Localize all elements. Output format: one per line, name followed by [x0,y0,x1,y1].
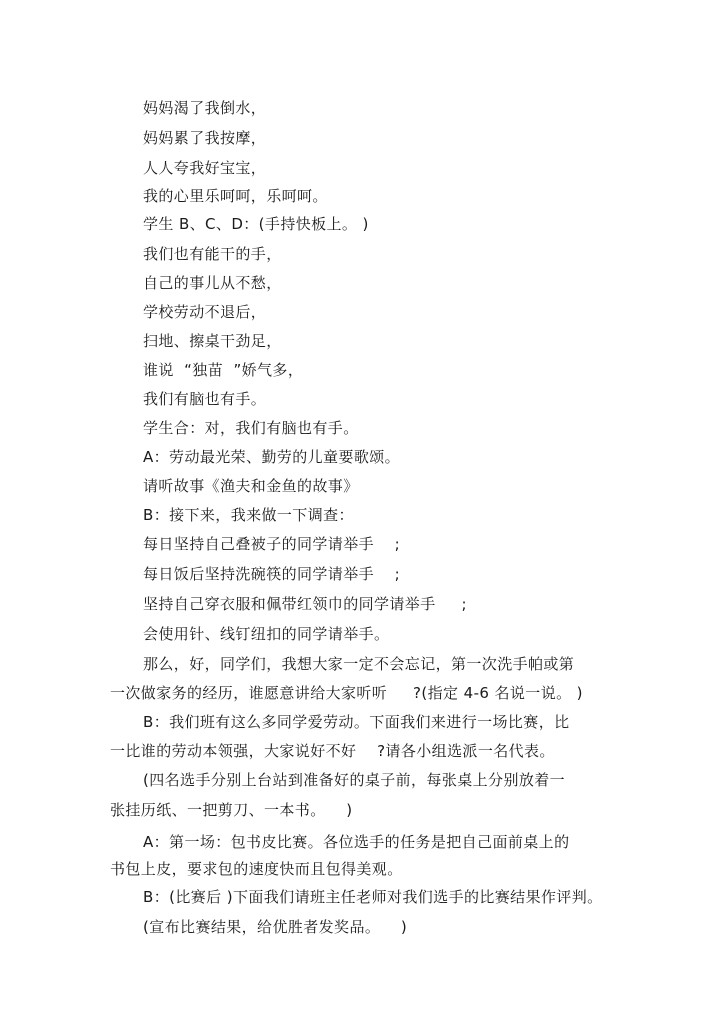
text-line: 学校劳动不退后， [143,303,267,321]
text-line: 请听故事《渔夫和金鱼的故事》 [143,477,359,495]
text-line: 妈妈累了我按摩， [143,129,267,147]
text-line: 每日坚持自己叠被子的同学请举手 ; [143,535,401,553]
text-line: 坚持自己穿衣服和佩带红领巾的同学请举手 ; [143,595,467,613]
text-line: (宣布比赛结果，给优胜者发奖品。 ) [143,918,408,936]
text-line: (四名选手分别上台站到准备好的桌子前，每张桌上分别放着一 [143,771,566,789]
text-line: 谁说 “独苗 ”娇气多， [143,361,304,379]
text-line: 一次做家务的经历，谁愿意讲给大家听听 ?(指定 4-6 名说一说。 ) [110,684,583,702]
text-line: 书包上皮，要求包的速度快而且包得美观。 [110,860,403,878]
text-line: 我们有脑也有手。 [143,390,267,408]
text-line: A：劳动最光荣、勤劳的儿童要歌颂。 [143,448,401,466]
text-line: 张挂历纸、一把剪刀、一本书。 ) [110,801,353,819]
text-line: 我们也有能干的手， [143,245,282,263]
text-line: 一比谁的劳动本领强，大家说好不好 ?请各小组选派一名代表。 [110,742,555,760]
text-line: 妈妈渴了我倒水， [143,99,267,117]
text-line: B：(比赛后 )下面我们请班主任老师对我们选手的比赛结果作评判。 [143,888,603,906]
text-line: 那么，好，同学们，我想大家一定不会忘记，第一次洗手帕或第 [143,655,575,673]
text-line: A：第一场：包书皮比赛。各位选手的任务是把自己面前桌上的 [143,833,570,851]
text-line: 人人夸我好宝宝， [143,159,267,177]
text-line: 我的心里乐呵呵，乐呵呵。 [143,187,328,205]
text-line: B：接下来，我来做一下调查： [143,506,354,524]
text-line: 学生合：对，我们有脑也有手。 [143,419,359,437]
text-line: 会使用针、线钉纽扣的同学请举手。 [143,625,390,643]
text-line: B：我们班有这么多同学爱劳动。下面我们来进行一场比赛，比 [143,713,570,731]
text-line: 自己的事儿从不愁， [143,274,282,292]
text-line: 学生 B、C、D：(手持快板上。 ) [143,215,369,233]
text-line: 扫地、擦桌干劲足， [143,332,282,350]
text-line: 每日饭后坚持洗碗筷的同学请举手 ; [143,565,401,583]
